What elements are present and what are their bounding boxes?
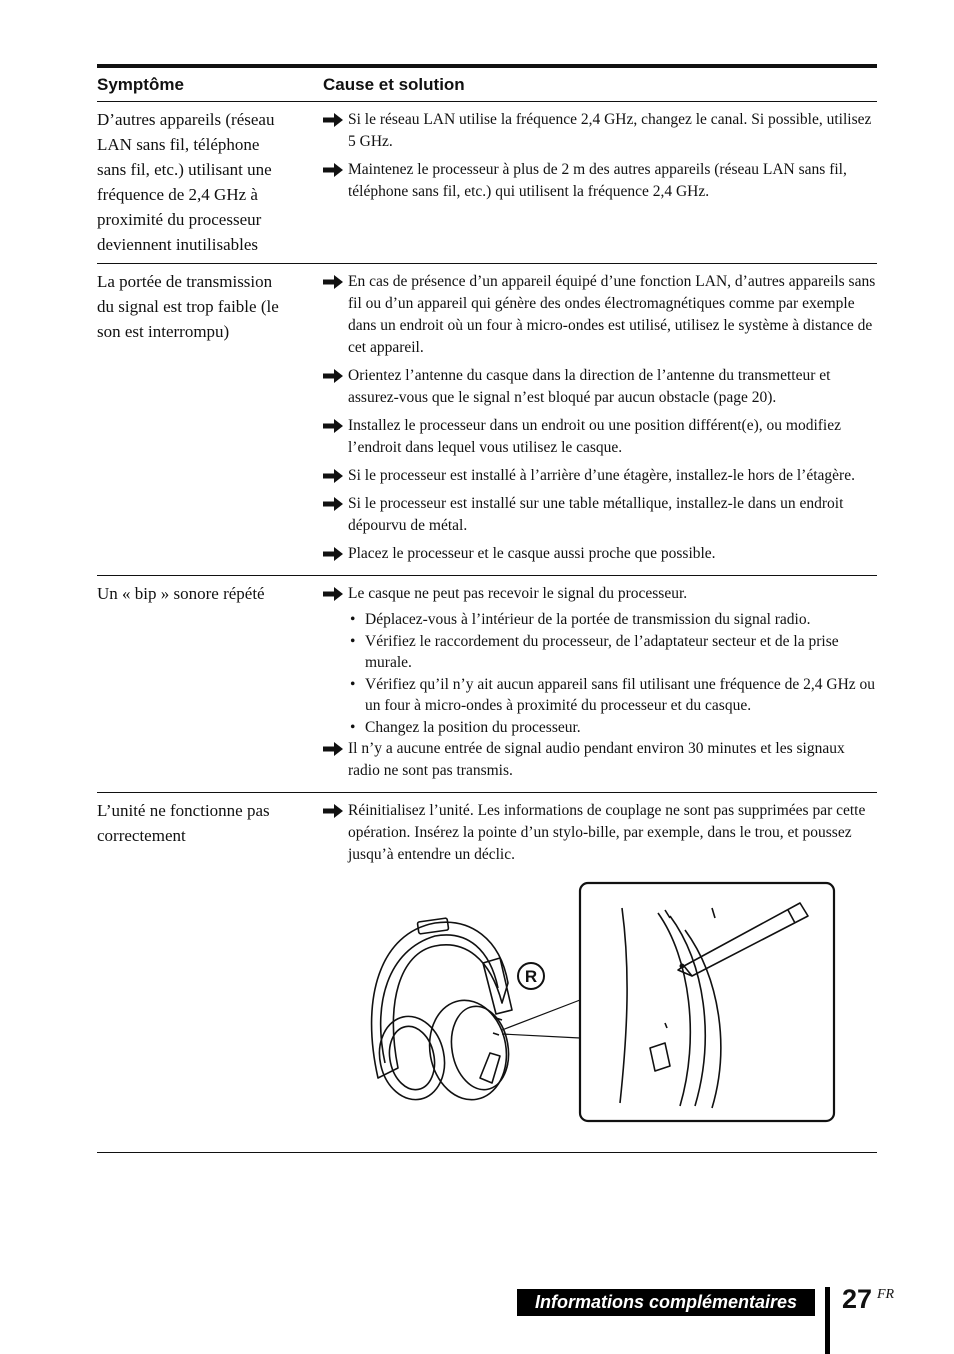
solution-text: Placez le processeur et le casque aussi proche que possible. (348, 545, 716, 562)
arrow-icon (323, 800, 348, 866)
arrow-icon (323, 738, 348, 782)
solution-text: Si le processeur est installé sur une table métallique, installez-le dans un endroit dépourvu de métal. (348, 495, 844, 534)
bullet-list (348, 609, 877, 738)
solution-cell (323, 264, 877, 575)
solution-text: En cas de présence d’un appareil équipé d’une fonction LAN, d’autres appareils sans fil ou d’un appareil qui génère des ondes électromagnétiques comme par exemple dans un endroit où un four à micro-ondes est utilisé, utilisez le système à distance de cet appareil. (348, 273, 876, 356)
detail-callout-box (580, 883, 834, 1121)
solution-text: Installez le processeur dans un endroit ou une position différent(e), ou modifiez l’endroit dans lequel vous utilisez le casque. (348, 417, 841, 456)
arrow-icon (323, 159, 348, 203)
solution-item (323, 493, 877, 537)
solution-item (323, 159, 877, 203)
solution-item (323, 583, 877, 605)
symptom-text: Un « bip » sonore répété (97, 584, 265, 603)
list-item: • Vérifiez le raccordement du processeur, de l’adaptateur secteur et de la prise murale. (348, 631, 877, 674)
solution-text: Le casque ne peut pas recevoir le signal du processeur. (348, 585, 688, 602)
solution-text: Si le réseau LAN utilise la fréquence 2,4 GHz, changez le canal. Si possible, utilisez 5 GHz. (348, 111, 872, 150)
arrow-icon (323, 543, 348, 565)
solution-cell (323, 102, 877, 263)
solution-item (323, 365, 877, 409)
solution-cell (323, 793, 877, 876)
list-item: • Changez la position du processeur. (348, 717, 877, 739)
headband (372, 922, 508, 1078)
callout-letter: R (524, 966, 538, 986)
solution-text: Orientez l’antenne du casque dans la direction de l’antenne du transmetteur et assurez-vous que le signal n’est bloqué par aucun obstacle (page 20). (348, 367, 831, 406)
page-number: 27 (842, 1284, 873, 1314)
list-item: • Vérifiez qu’il n’y ait aucun appareil sans fil utilisant une fréquence de 2,4 GHz ou un four à micro-ondes à proximité du processeur et du casque. (348, 674, 877, 717)
symptom-text: La portée de transmission du signal est trop faible (le son est interrompu) (97, 272, 279, 341)
table-row (97, 102, 877, 264)
arrow-icon (323, 271, 348, 359)
footer-bar (825, 1287, 830, 1354)
header-cause: Cause et solution (323, 74, 465, 94)
solution-item (323, 109, 877, 153)
list-item: • Déplacez-vous à l’intérieur de la portée de transmission du signal radio. (348, 609, 877, 631)
arrow-icon (323, 465, 348, 487)
table-header (97, 68, 877, 102)
troubleshooting-table (97, 64, 877, 876)
solution-item (323, 465, 877, 487)
table-row (97, 264, 877, 576)
solution-item (323, 543, 877, 565)
arrow-icon (323, 415, 348, 459)
callout-r-marker (517, 962, 545, 990)
solution-text: Maintenez le processeur à plus de 2 m des autres appareils (réseau LAN sans fil, téléphone sans fil, etc.) qui utilisent la fréquence 2,4 GHz. (348, 161, 847, 200)
symptom-text: D’autres appareils (réseau LAN sans fil, téléphone sans fil, etc.) utilisant une fréquence de 2,4 GHz à proximité du processeur deviennent inutilisables (97, 110, 275, 254)
section-label: Informations complémentaires (517, 1289, 815, 1316)
solution-item (323, 800, 877, 866)
arrow-icon (323, 109, 348, 153)
table-row (97, 576, 877, 793)
solution-text: Réinitialisez l’unité. Les informations de couplage ne sont pas supprimées par cette opération. Insérez la pointe d’un stylo-bille, par exemple, dans le trou, et poussez jusqu’à entendre un déclic. (348, 802, 866, 863)
page-language-suffix: FR (877, 1287, 895, 1302)
table-row (97, 793, 877, 876)
arrow-icon (323, 583, 348, 605)
solution-text: Il n’y a aucune entrée de signal audio pendant environ 30 minutes et les signaux radio ne sont pas transmis. (348, 740, 845, 779)
bottom-rule (97, 1152, 877, 1153)
solution-item (323, 738, 877, 782)
arrow-icon (323, 365, 348, 409)
arrow-icon (323, 493, 348, 537)
solution-item (323, 271, 877, 359)
headphone-reset-illustration (340, 878, 840, 1128)
solution-text: Si le processeur est installé à l’arrière d’une étagère, installez-le hors de l’étagère. (348, 467, 855, 484)
solution-item (323, 415, 877, 459)
symptom-text: L’unité ne fonctionne pas correctement (97, 801, 270, 845)
header-symptom: Symptôme (97, 74, 184, 94)
solution-cell (323, 576, 877, 792)
